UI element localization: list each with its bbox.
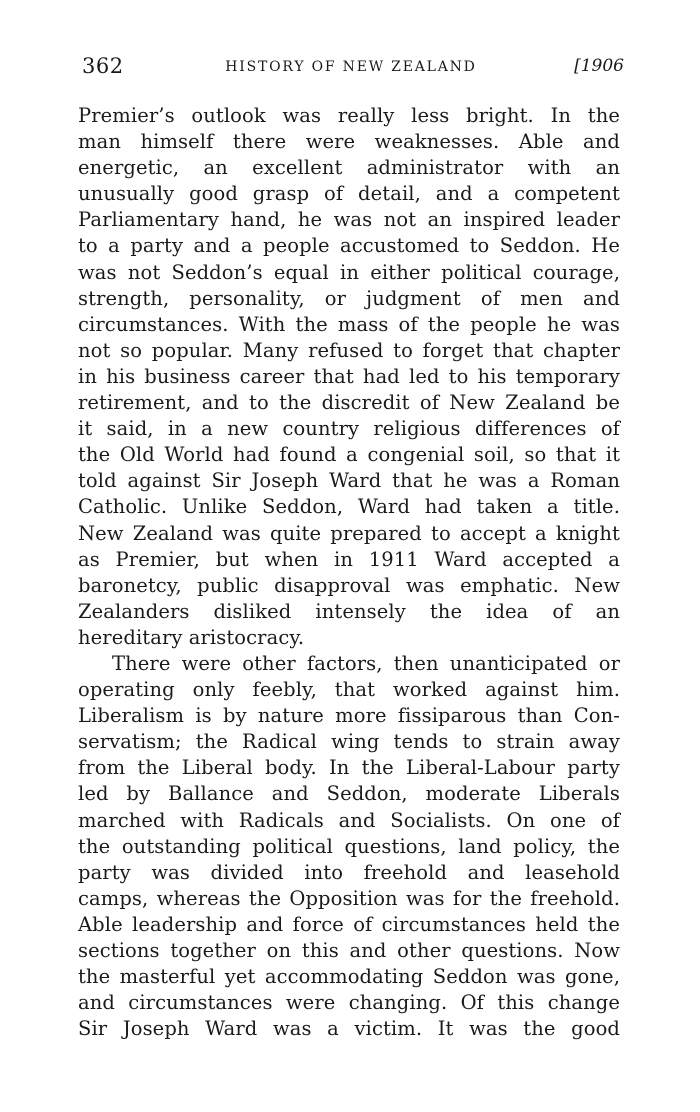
paragraph-start-line: There were other factors, then unanticipated or bbox=[112, 651, 620, 675]
body-text bbox=[78, 103, 620, 1042]
text-line: from the Liberal body. In the Liberal-Labour party bbox=[78, 756, 620, 780]
text-line: and circumstances were changing. Of this change bbox=[78, 991, 620, 1015]
text-line: not so popular. Many refused to forget that chapter bbox=[78, 338, 620, 362]
text-line: told against Sir Joseph Ward that he was a Roman bbox=[78, 469, 620, 493]
text-line: the masterful yet accommodating Seddon was gone, bbox=[78, 965, 620, 989]
paragraph-end-line: hereditary aristocracy. bbox=[78, 625, 305, 649]
text-line: Premier’s outlook was really less bright. In the bbox=[78, 104, 620, 127]
text-line: New Zealand was quite prepared to accept a knight bbox=[78, 521, 620, 545]
text-line: sections together on this and other questions. Now bbox=[78, 939, 620, 962]
text-line: it said, in a new country religious differences of bbox=[78, 417, 620, 441]
text-line: Zealanders disliked intensely the idea of an bbox=[78, 599, 620, 623]
text-line: to a party and a people accustomed to Seddon. He bbox=[78, 234, 620, 258]
page-number: 362 bbox=[82, 54, 124, 78]
text-line: Able leadership and force of circumstances held the bbox=[78, 912, 620, 936]
text-line: operating only feebly, that worked against him. bbox=[78, 678, 620, 702]
running-year: [1906 bbox=[574, 56, 624, 76]
text-line: party was divided into freehold and leasehold bbox=[78, 860, 620, 884]
text-line: as Premier, but when in 1911 Ward accepted a bbox=[78, 547, 620, 571]
text-line: strength, personality, or judgment of men and bbox=[78, 286, 620, 310]
text-line: retirement, and to the discredit of New Zealand be bbox=[78, 391, 620, 415]
text-line: Catholic. Unlike Seddon, Ward had taken a title. bbox=[78, 495, 620, 519]
text-line: marched with Radicals and Socialists. On one of bbox=[78, 808, 620, 832]
text-line: baronetcy, public disapproval was emphatic. New bbox=[78, 573, 620, 597]
text-line: the Old World had found a congenial soil, so that it bbox=[78, 443, 620, 467]
text-line: in his business career that had led to his temporary bbox=[78, 364, 620, 388]
text-line: Parliamentary hand, he was not an inspired leader bbox=[78, 208, 620, 232]
running-title: HISTORY OF NEW ZEALAND bbox=[225, 59, 477, 75]
text-line: Sir Joseph Ward was a victim. It was the good bbox=[78, 1017, 620, 1041]
text-line: energetic, an excellent administrator with an bbox=[78, 156, 620, 180]
page-header bbox=[78, 54, 624, 84]
text-line: man himself there were weaknesses. Able and bbox=[78, 130, 620, 154]
text-line: was not Seddon’s equal in either political courage, bbox=[78, 260, 620, 284]
text-line: camps, whereas the Opposition was for the freehold. bbox=[78, 886, 620, 910]
text-line: the outstanding political questions, land policy, the bbox=[78, 834, 620, 858]
text-line: circumstances. With the mass of the people he was bbox=[78, 312, 620, 336]
text-line: Liberalism is by nature more fissiparous than Con- bbox=[78, 704, 620, 728]
text-line: unusually good grasp of detail, and a competent bbox=[78, 182, 620, 206]
text-line: led by Ballance and Seddon, moderate Liberals bbox=[78, 782, 620, 806]
text-line: servatism; the Radical wing tends to strain away bbox=[78, 730, 620, 754]
